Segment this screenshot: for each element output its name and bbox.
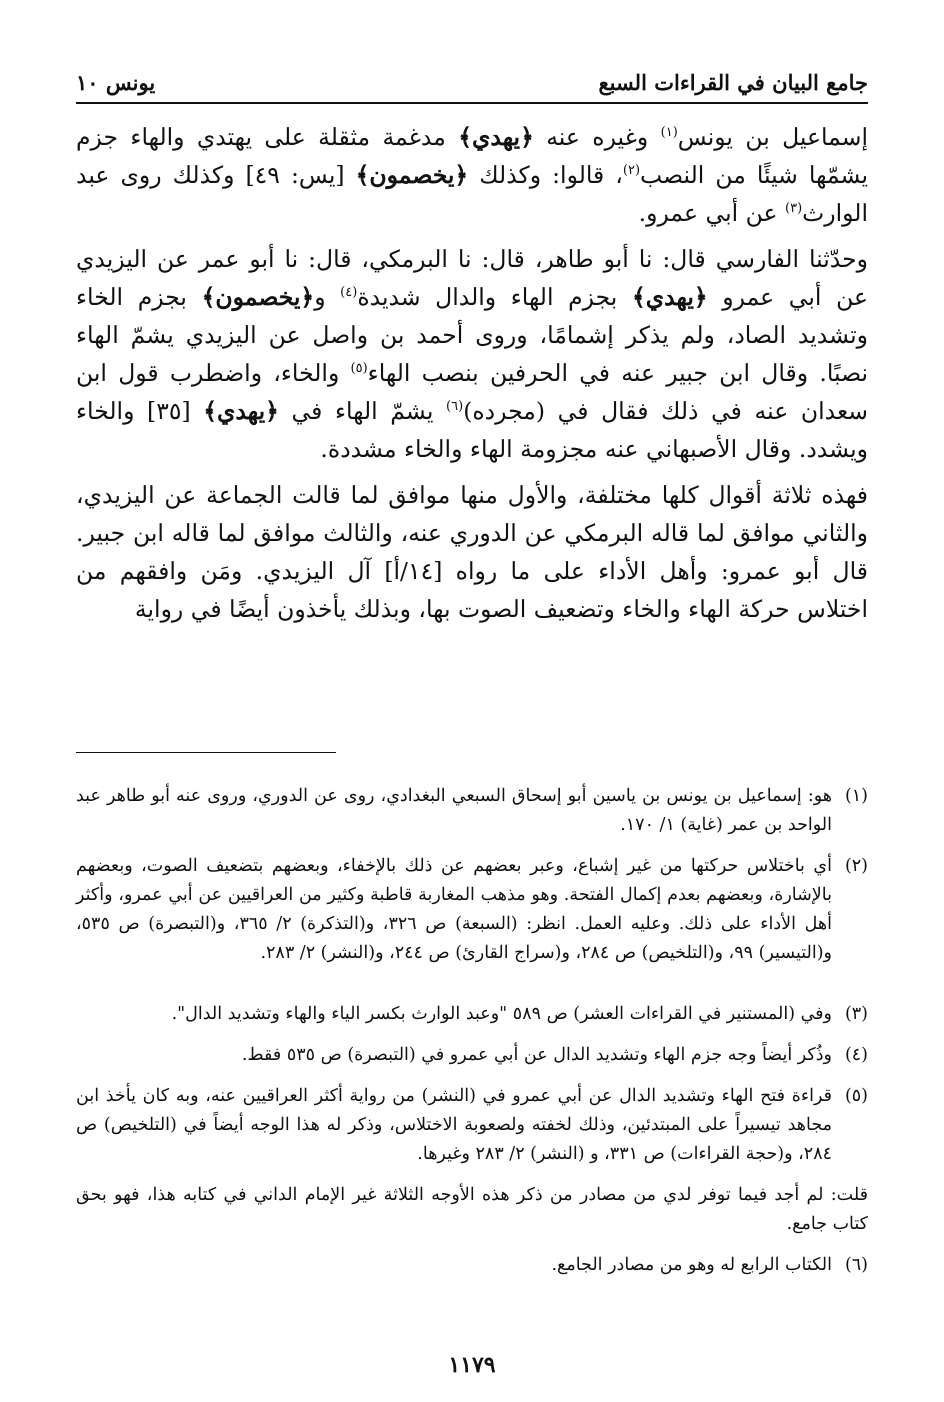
footnote-number: (٢) bbox=[844, 856, 868, 876]
footnote-number: (٥) bbox=[844, 1086, 868, 1106]
text-run: و bbox=[314, 283, 341, 311]
quran-word: ﴿يخصمون﴾ bbox=[201, 283, 315, 311]
main-text bbox=[76, 118, 868, 636]
document-page bbox=[76, 58, 868, 1378]
footnote-marker: (٢) bbox=[622, 163, 641, 179]
footnote-number: (٤) bbox=[844, 1045, 868, 1065]
footnote-text: أي باختلاس حركتها من غير إشباع، وعبر بعضهم عن ذلك بالإخفاء، وبعضهم بتضعيف الصوت، وبعضهم بالإشارة، وبعضهم بعدم إكمال الفتحة. وهو مذهب المغاربة قاطبة وكثير من العراقيين عن أبي عمرو، وأكثر أهل الأداء على ذلك. وعليه العمل. انظر: (السبعة) ص ٣٢٦، و(التذكرة) ٢/ ٣٦٥، و(التبصرة) ص ٥٣٥، و(التيسير) ٩٩، و(التلخيص) ص ٢٨٤، و(سراج القارئ) ص ٢٤٤، و(النشر) ٢/ ٢٨٣. bbox=[76, 856, 832, 963]
text-run: [يس: ٤٩] وكذلك روى عبد الوارث bbox=[76, 161, 868, 227]
footnote bbox=[76, 852, 868, 968]
surah-label: يونس ١٠ bbox=[76, 70, 156, 95]
footnote-marker: (١) bbox=[660, 125, 678, 141]
footnote bbox=[76, 1082, 868, 1169]
text-run: يشمّ الهاء في bbox=[278, 397, 447, 425]
paragraph bbox=[76, 476, 868, 628]
book-title: جامع البيان في القراءات السبع bbox=[598, 70, 868, 95]
quran-word: ﴿يهدي﴾ bbox=[203, 397, 279, 425]
footnote-number: (٦) bbox=[844, 1255, 868, 1275]
text-run: إسماعيل بن يونس bbox=[677, 123, 868, 151]
footnote-marker: (٤) bbox=[340, 285, 358, 301]
text-run: ، قالوا: وكذلك bbox=[468, 161, 623, 189]
quran-word: ﴿يهدي﴾ bbox=[458, 123, 534, 151]
page-number: ١١٧٩ bbox=[448, 1352, 496, 1378]
quran-word: ﴿يخصمون﴾ bbox=[355, 161, 469, 189]
footnote-text: وذُكر أيضاً وجه جزم الهاء وتشديد الدال عن أبي عمرو في (التبصرة) ص ٥٣٥ فقط. bbox=[241, 1045, 832, 1065]
footnote-text: الكتاب الرابع له وهو من مصادر الجامع. bbox=[551, 1255, 832, 1275]
footnote bbox=[76, 1041, 868, 1070]
note-text: قلت: لم أجد فيما توفر لدي من مصادر من ذكر هذه الأوجه الثلاثة غير الإمام الداني في كتابه هذا، فهو بحق كتاب جامع. bbox=[76, 1185, 868, 1234]
paragraph bbox=[76, 118, 868, 232]
footnote-marker: (٣) bbox=[785, 201, 803, 217]
footnote-separator bbox=[76, 752, 336, 753]
text-run: بجزم الخاء وتشديد الصاد، ولم يذكر إشمامًا، وروى أحمد بن واصل عن اليزيدي يشمّ الهاء نصبًا. وقال ابن جبير عنه في الحرفين بنصب الهاء bbox=[76, 283, 868, 387]
footnote-marker: (٥) bbox=[350, 361, 368, 377]
text-run: مدغمة مثقلة على يهتدي والهاء جزم يشمّها شيئًا من النصب bbox=[76, 123, 868, 189]
footnote bbox=[76, 1000, 868, 1029]
footnote-number: (٣) bbox=[844, 1004, 868, 1024]
paragraph bbox=[76, 240, 868, 468]
text-run: وحدّثنا الفارسي قال: نا أبو طاهر، قال: نا البرمكي، قال: نا أبو عمر عن اليزيدي عن أبي عمرو bbox=[76, 245, 868, 311]
text-run: وغيره عنه bbox=[533, 123, 661, 151]
text-run: [٣٥] والخاء ويشدد. وقال الأصبهاني عنه مجزومة الهاء والخاء مشددة. bbox=[76, 397, 868, 463]
footnote-text: وفي (المستنير في القراءات العشر) ص ٥٨٩ "وعبد الوارث بكسر الياء والهاء وتشديد الدال". bbox=[171, 1004, 832, 1024]
footnote bbox=[76, 782, 868, 840]
quran-word: ﴿يهدي﴾ bbox=[631, 283, 708, 311]
text-run: والخاء، واضطرب قول ابن سعدان عنه في ذلك فقال في (مجرده) bbox=[76, 359, 869, 425]
running-header bbox=[76, 58, 868, 104]
text-run: بجزم الهاء والدال شديدة bbox=[357, 283, 632, 311]
footnote bbox=[76, 1251, 868, 1280]
footnote-number: (١) bbox=[844, 786, 868, 806]
footnote-marker: (٦) bbox=[446, 399, 464, 415]
footnotes bbox=[76, 782, 868, 1292]
footnote-text: قراءة فتح الهاء وتشديد الدال عن أبي عمرو في (النشر) من رواية أكثر العراقيين عنه، وبه كان يأخذ ابن مجاهد تيسيراً على المبتدئين، وذلك لخفته ولصعوبة الاختلاس، وذكر له هذا الوجه أيضاً في (التلخيص) ص ٢٨٤، و(حجة القراءات) ص ٣٣١، و (النشر) ٢/ ٢٨٣ وغيرها. bbox=[76, 1086, 832, 1164]
text-run: فهذه ثلاثة أقوال كلها مختلفة، والأول منها موافق لما قالت الجماعة عن اليزيدي، والثاني موافق لما قاله البرمكي عن الدوري عنه، والثالث موافق لما قاله ابن جبير. قال أبو عمرو: وأهل الأداء على ما رواه [١٤/أ] آل اليزيدي. ومَن وافقهم من اختلاس حركة الهاء والخاء وتضعيف الصوت بها، وبذلك يأخذون أيضًا في رواية bbox=[76, 481, 868, 623]
footnote-text: هو: إسماعيل بن يونس بن ياسين أبو إسحاق السبعي البغدادي، روى عن الدوري، وروى عنه أبو طاهر عبد الواحد بن عمر (غاية) ١/ ١٧٠. bbox=[76, 786, 832, 835]
text-run: عن أبي عمرو. bbox=[638, 199, 786, 227]
editor-note bbox=[76, 1181, 868, 1239]
